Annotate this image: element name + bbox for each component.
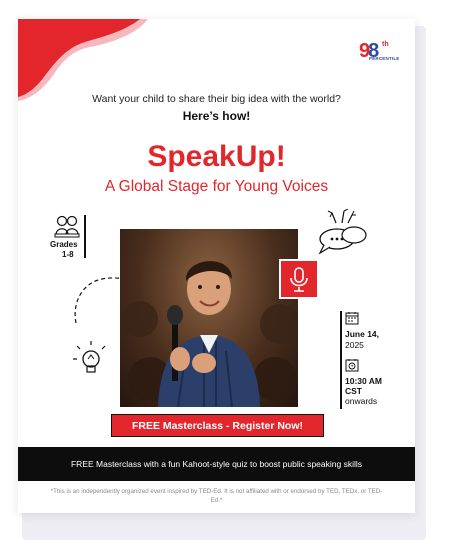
logo-suffix: th [382, 41, 389, 48]
speaker-photo [120, 229, 298, 407]
event-date-day: June 14, [345, 329, 380, 339]
event-onwards: onwards [345, 396, 378, 406]
lightbulb-icon [70, 339, 110, 379]
event-timezone: CST [345, 386, 362, 396]
students-icon [54, 214, 80, 238]
disclaimer-text: *This is an independently organized event inspired by TED-Ed. It is not affiliated with or endorsed by TED, TEDx, or TED-Ed.* [50, 488, 383, 504]
grades-range: 1-8 [62, 250, 74, 259]
microphone-badge [279, 259, 319, 299]
clock-calendar-icon [345, 358, 359, 372]
grades-label: Grades [50, 240, 78, 249]
divider-right [340, 311, 342, 409]
calendar-icon [345, 311, 359, 325]
event-time-value: 10:30 AM [345, 376, 383, 386]
page-subtitle: A Global Stage for Young Voices [104, 178, 329, 195]
speech-bubbles-icon [310, 209, 370, 259]
boy-speaker-image [120, 229, 298, 407]
divider-left [84, 215, 86, 258]
register-button[interactable]: FREE Masterclass - Register Now! [111, 414, 324, 437]
page-title: SpeakUp! [147, 140, 286, 173]
microphone-icon [281, 261, 317, 297]
logo-name: PERCENTILE [369, 56, 400, 61]
intro-question: Want your child to share their big idea with the world? [92, 93, 341, 105]
intro-how: Here’s how! [182, 109, 251, 123]
logo-number: 98 [359, 40, 378, 62]
event-time [345, 358, 383, 406]
promo-card [18, 19, 415, 513]
info-band: FREE Masterclass with a fun Kahoot-style quiz to boost public speaking skills [18, 447, 415, 481]
grades-block [44, 214, 84, 264]
event-date-year: 2025 [345, 340, 364, 350]
percentile-logo [359, 40, 400, 69]
